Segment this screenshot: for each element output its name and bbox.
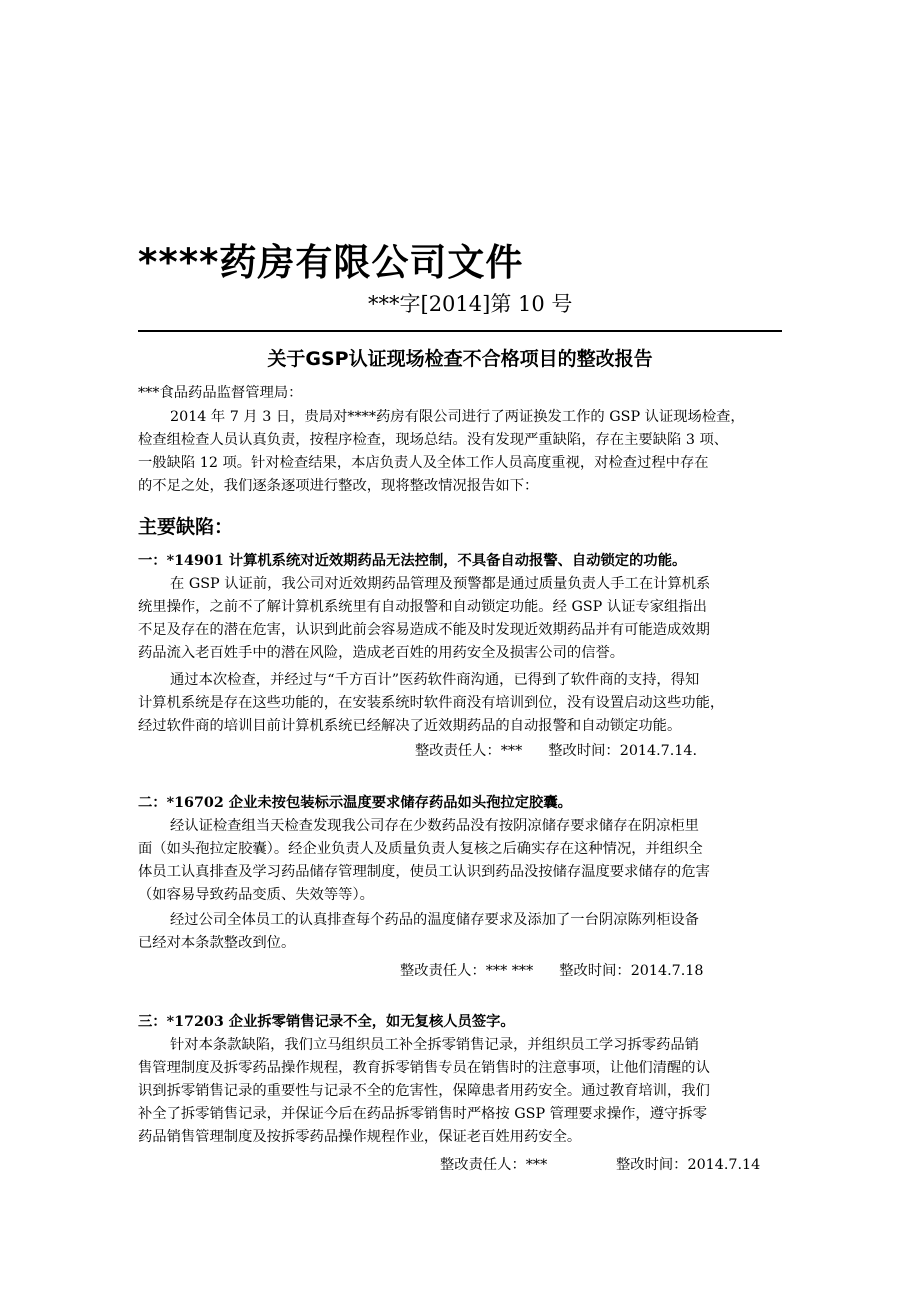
item-line: （如容易导致药品变质、失效等等）。 [138, 887, 374, 903]
signature-line [415, 740, 697, 760]
report-title: 关于GSP认证现场检查不合格项目的整改报告 [267, 348, 653, 370]
item-line: 经过软件商的培训目前计算机系统已经解决了近效期药品的自动报警和自动锁定功能。 [138, 718, 682, 734]
item-heading: 二：*16702 企业未按包装标示温度要求储存药品如头孢拉定胶囊。 [138, 795, 572, 811]
document-number: ***字[2014]第 10 号 [368, 292, 573, 316]
item-line: 药品流入老百姓手中的潜在风险，造成老百姓的用药安全及损害公司的信誉。 [138, 645, 625, 661]
recipient: ***食品药品监督管理局： [138, 385, 303, 401]
intro-line: 2014 年 7 月 3 日，贵局对****药房有限公司进行了两证换发工作的 GSP 认证现场检查， [170, 409, 745, 425]
intro-line: 的不足之处，我们逐条逐项进行整改，现将整改情况报告如下： [138, 478, 539, 494]
intro-line: 一般缺陷 12 项。针对检查结果，本店负责人及全体工作人员高度重视，对检查过程中存在 [138, 455, 709, 471]
item-line: 统里操作，之前不了解计算机系统里有自动报警和自动锁定功能。经 GSP 认证专家组指出 [138, 599, 707, 615]
item-line: 经认证检查组当天检查发现我公司存在少数药品没有按阴凉储存要求储存在阴凉柜里 [170, 818, 699, 834]
responsible-person: 整改责任人：*** [415, 743, 523, 759]
responsible-person: 整改责任人：*** [440, 1157, 548, 1173]
responsible-person: 整改责任人：*** *** [400, 963, 534, 979]
org-title: ****药房有限公司文件 [138, 241, 524, 284]
item-line: 经过公司全体员工的认真排查每个药品的温度储存要求及添加了一台阴凉陈列柜设备 [170, 912, 699, 928]
signature-line [440, 1154, 760, 1174]
item-line: 药品销售管理制度及按拆零药品操作规程作业，保证老百姓用药安全。 [138, 1129, 582, 1145]
rectification-time: 整改时间：2014.7.14. [548, 743, 698, 759]
item-heading: 三：*17203 企业拆零销售记录不全，如无复核人员签字。 [138, 1014, 515, 1030]
item-line: 针对本条款缺陷，我们立马组织员工补全拆零销售记录，并组织员工学习拆零药品销 [170, 1037, 699, 1053]
item-line: 不足及存在的潜在危害，认识到此前会容易造成不能及时发现近效期药品并有可能造成效期 [138, 622, 710, 638]
intro-line: 检查组检查人员认真负责，按程序检查，现场总结。没有发现严重缺陷，存在主要缺陷 3 项、 [138, 432, 729, 448]
item-line: 通过本次检查，并经过与“千方百计”医药软件商沟通，已得到了软件商的支持，得知 [170, 672, 700, 688]
item-line: 售管理制度及拆零药品操作规程，教育拆零销售专员在销售时的注意事项，让他们清醒的认 [138, 1060, 710, 1076]
item-line: 计算机系统是存在这些功能的，在安装系统时软件商没有培训到位，没有设置启动这些功能， [138, 695, 725, 711]
item-line: 体员工认真排查及学习药品储存管理制度，使员工认识到药品没按储存温度要求储存的危害 [138, 864, 710, 880]
item-line: 在 GSP 认证前，我公司对近效期药品管理及预警都是通过质量负责人手工在计算机系 [170, 576, 711, 592]
section-heading: 主要缺陷： [138, 516, 234, 538]
item-line: 面（如头孢拉定胶囊）。经企业负责人及质量负责人复核之后确实存在这种情况，并组织全 [138, 841, 703, 857]
rectification-time: 整改时间：2014.7.14 [616, 1157, 761, 1173]
item-line: 识到拆零销售记录的重要性与记录不全的危害性，保障患者用药安全。通过教育培训，我们 [138, 1083, 710, 1099]
header-rule [138, 330, 782, 332]
rectification-time: 整改时间：2014.7.18 [559, 963, 704, 979]
signature-line [400, 960, 703, 980]
item-heading: 一：*14901 计算机系统对近效期药品无法控制，不具备自动报警、自动锁定的功能。 [138, 553, 687, 569]
item-line: 已经对本条款整改到位。 [138, 935, 296, 951]
item-line: 补全了拆零销售记录，并保证今后在药品拆零销售时严格按 GSP 管理要求操作，遵守拆零 [138, 1106, 707, 1122]
